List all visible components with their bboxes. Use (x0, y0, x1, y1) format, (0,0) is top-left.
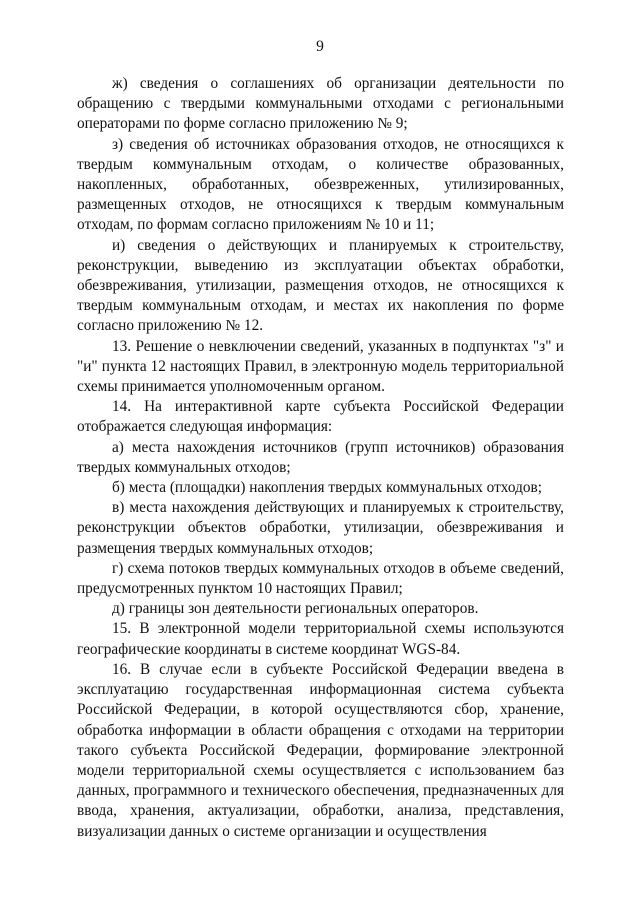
paragraph-14-g: г) схема потоков твердых коммунальных отходов в объеме сведений, предусмотренных пунктом 10 настоящих Правил; (77, 559, 564, 598)
paragraph-12-z: з) сведения об источниках образования отходов, не относящихся к твердым коммунальным отходам, о количестве образованных, накопленных, обработанных, обезвреженных, утилизированных, размещенных отходов, не относящихся к твердым коммунальным отходам, по формам согласно приложениям № 10 и 11; (77, 135, 564, 234)
paragraph-12-zh: ж) сведения о соглашениях об организации деятельности по обращению с твердыми коммунальными отходами с региональными операторами по форме согласно приложению № 9; (77, 75, 564, 133)
paragraph-14-b: б) места (площадки) накопления твердых коммунальных отходов; (112, 479, 542, 497)
paragraph-12-i: и) сведения о действующих и планируемых к строительству, реконструкции, выведению из эксплуатации объектах обработки, обезвреживания, утилизации, размещения отходов, не относящихся к твердым коммунальным отходам, и местах их накопления по форме согласно приложению № 12. (77, 236, 564, 335)
paragraph-14-a: а) места нахождения источников (групп источников) образования твердых коммунальных отходов; (77, 438, 564, 476)
document-body (77, 74, 564, 842)
paragraph-14-v: в) места нахождения действующих и планируемых к строительству, реконструкции объектов обработки, утилизации, обезвреживания и размещения твердых коммунальных отходов; (77, 499, 564, 557)
paragraph-13: 13. Решение о невключении сведений, указанных в подпунктах "з" и "и" пункта 12 настоящих Правил, в электронную модель территориальной схемы принимается уполномоченным органом. (77, 337, 564, 396)
paragraph-14-d: д) границы зон деятельности региональных операторов. (112, 600, 479, 618)
paragraph-14: 14. На интерактивной карте субъекта Российской Федерации отображается следующая информация: (77, 398, 564, 436)
paragraph-15: 15. В электронной модели территориальной схемы используются географические координаты в системе координат WGS-84. (77, 620, 564, 658)
page-number: 9 (316, 38, 324, 55)
paragraph-16: 16. В случае если в субъекте Российской Федерации введена в эксплуатацию государственная информационная система субъекта Российской Федерации, в которой осуществляются сбор, хранение, обработка информации в области обращения с отходами на территории такого субъекта Российской Федерации, формирование электронной модели территориальной схемы осуществляется с использованием баз данных, программного и технического обеспечения, предназначенных для ввода, хранения, актуализации, обработки, анализа, представления, визуализации данных о системе организации и осуществления (77, 660, 564, 840)
